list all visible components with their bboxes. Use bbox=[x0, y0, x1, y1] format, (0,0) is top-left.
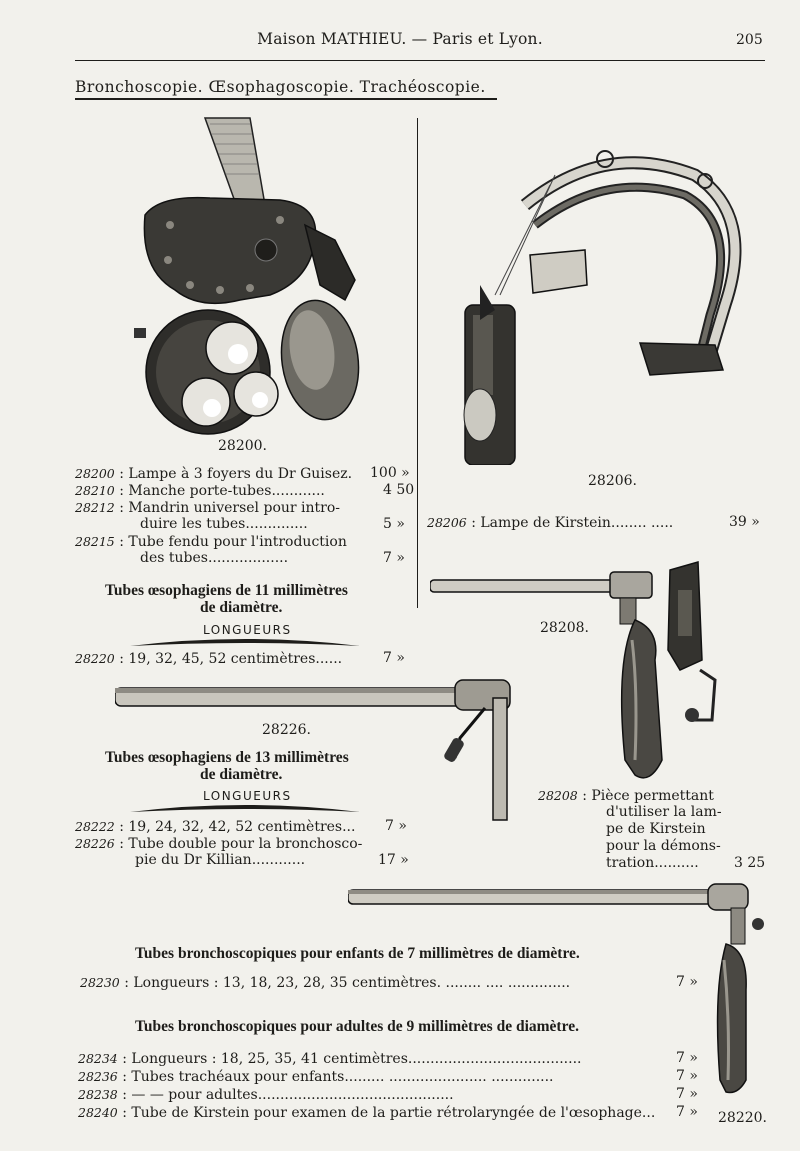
item-price: 7 » bbox=[676, 1104, 698, 1120]
item-text: : Lampe de Kirstein........ ..... bbox=[471, 515, 674, 531]
page-number: 205 bbox=[736, 32, 763, 48]
tubes11-heading-2: de diamètre. bbox=[200, 599, 283, 616]
item-price: 5 » bbox=[383, 516, 405, 532]
tubes11-longueurs: LONGUEURS bbox=[203, 623, 292, 637]
item-text: : — — pour adultes............................................ bbox=[122, 1087, 454, 1103]
catalogue-row bbox=[75, 465, 415, 482]
item-text: pie du Dr Killian............ bbox=[135, 852, 306, 868]
item-text: : 19, 32, 45, 52 centimètres...... bbox=[119, 651, 343, 667]
item-number: 28240 bbox=[78, 1105, 118, 1120]
catalogue-row bbox=[75, 818, 420, 835]
guisez-lamp-illustration bbox=[120, 110, 360, 440]
item-number: 28226 bbox=[75, 836, 115, 851]
tubes13-heading: Tubes œsophagiens de 13 millimètres bbox=[105, 749, 349, 766]
item-number: 28215 bbox=[75, 534, 115, 549]
figure-label-28200: 28200. bbox=[218, 438, 267, 454]
item-text: : Tube fendu pour l'introduction bbox=[119, 534, 347, 550]
catalogue-row bbox=[75, 482, 415, 499]
item-price: 7 » bbox=[676, 974, 698, 990]
figure-label-28220: 28220. bbox=[718, 1110, 767, 1126]
broncho-enfants-heading: Tubes bronchoscopiques pour enfants de 7 millimètres de diamètre. bbox=[135, 945, 580, 962]
column-divider bbox=[417, 118, 418, 608]
catalogue-row bbox=[538, 821, 773, 838]
figure-label-28206: 28206. bbox=[588, 473, 637, 489]
figure-label-28208: 28208. bbox=[540, 620, 589, 636]
tubes13-longueurs: LONGUEURS bbox=[203, 789, 292, 803]
item-text: : Longueurs : 18, 25, 35, 41 centimètres....................................... bbox=[122, 1051, 582, 1067]
item-number: 28234 bbox=[78, 1051, 118, 1066]
catalogue-row bbox=[538, 804, 773, 821]
catalogue-row bbox=[75, 499, 415, 516]
broncho-adultes-rows bbox=[78, 1050, 718, 1122]
kirstein-lamp-illustration bbox=[455, 145, 755, 465]
item-price: 7 » bbox=[383, 650, 405, 666]
item-price: 39 » bbox=[729, 514, 760, 530]
item-text: : Longueurs : 13, 18, 23, 28, 35 centimètres. ........ .... .............. bbox=[124, 975, 571, 991]
item-price: 7 » bbox=[676, 1068, 698, 1084]
item-text: d'utiliser la lam- bbox=[606, 804, 722, 820]
section-title-underline bbox=[75, 98, 497, 100]
item-number: 28238 bbox=[78, 1087, 118, 1102]
item-number: 28236 bbox=[78, 1069, 118, 1084]
catalogue-row bbox=[75, 516, 415, 533]
item-text: : Tubes trachéaux pour enfants......... ...................... .............. bbox=[122, 1069, 554, 1085]
catalogue-row bbox=[75, 533, 415, 550]
item-text: pour la démons- bbox=[606, 838, 721, 854]
item-price: 7 » bbox=[385, 818, 407, 834]
item-text: des tubes.................. bbox=[140, 550, 289, 566]
catalogue-row bbox=[78, 1050, 718, 1068]
catalogue-row bbox=[78, 1086, 718, 1104]
item-number: 28200 bbox=[75, 466, 115, 481]
tubes11-heading: Tubes œsophagiens de 11 millimètres bbox=[105, 582, 348, 599]
item-number: 28208 bbox=[538, 788, 578, 803]
item-price: 7 » bbox=[676, 1050, 698, 1066]
item-number: 28220 bbox=[75, 651, 115, 666]
item-number: 28230 bbox=[80, 975, 120, 990]
item-text: : Pièce permettant bbox=[582, 788, 714, 804]
catalogue-row bbox=[78, 1068, 718, 1086]
tubes13-swash-rule bbox=[130, 802, 360, 814]
tubes11-row bbox=[75, 650, 415, 667]
tubes13-heading-2: de diamètre. bbox=[200, 766, 283, 783]
item-number: 28212 bbox=[75, 500, 115, 515]
kirstein-row bbox=[427, 514, 772, 531]
item-text: : Lampe à 3 foyers du Dr Guisez. bbox=[119, 466, 353, 482]
catalogue-row bbox=[538, 838, 773, 855]
item-price: 100 » bbox=[370, 465, 410, 481]
item-text: : 19, 24, 32, 42, 52 centimètres... bbox=[119, 819, 356, 835]
item-text: : Mandrin universel pour intro- bbox=[119, 500, 340, 516]
catalogue-row bbox=[75, 550, 415, 567]
catalogue-row bbox=[538, 787, 773, 804]
item-text: duire les tubes.............. bbox=[140, 516, 308, 532]
item-number: 28210 bbox=[75, 483, 115, 498]
header-rule bbox=[75, 60, 765, 61]
item-text: pe de Kirstein bbox=[606, 821, 706, 837]
catalogue-row bbox=[538, 855, 773, 872]
broncho-adultes-heading: Tubes bronchoscopiques pour adultes de 9 millimètres de diamètre. bbox=[135, 1018, 579, 1035]
item-number: 28222 bbox=[75, 819, 115, 834]
item-price: 7 » bbox=[676, 1086, 698, 1102]
section-title: Bronchoscopie. Œsophagoscopie. Trachéoscopie. bbox=[75, 78, 486, 96]
item-text: tration.......... bbox=[606, 855, 699, 871]
catalogue-row bbox=[75, 852, 420, 869]
page-header: Maison MATHIEU. — Paris et Lyon. bbox=[257, 30, 543, 48]
item-text: : Tube de Kirstein pour examen de la partie rétrolaryngée de l'œsophage... bbox=[122, 1105, 656, 1121]
item-number: 28206 bbox=[427, 515, 467, 530]
item-price: 3 25 bbox=[734, 855, 766, 871]
item-text: : Tube double pour la bronchosco- bbox=[119, 836, 363, 852]
catalogue-row bbox=[75, 835, 420, 852]
figure-label-28226: 28226. bbox=[262, 722, 311, 738]
tubes11-swash-rule bbox=[130, 636, 360, 648]
broncho-enfants-row bbox=[80, 974, 720, 991]
piece-28208-block bbox=[538, 787, 773, 872]
item-price: 7 » bbox=[383, 550, 405, 566]
tubes13-rows bbox=[75, 818, 420, 869]
item-text: : Manche porte-tubes............ bbox=[119, 483, 325, 499]
left-catalogue bbox=[75, 465, 415, 567]
catalogue-row bbox=[78, 1104, 718, 1122]
item-price: 4 50 bbox=[383, 482, 415, 498]
item-price: 17 » bbox=[378, 852, 409, 868]
